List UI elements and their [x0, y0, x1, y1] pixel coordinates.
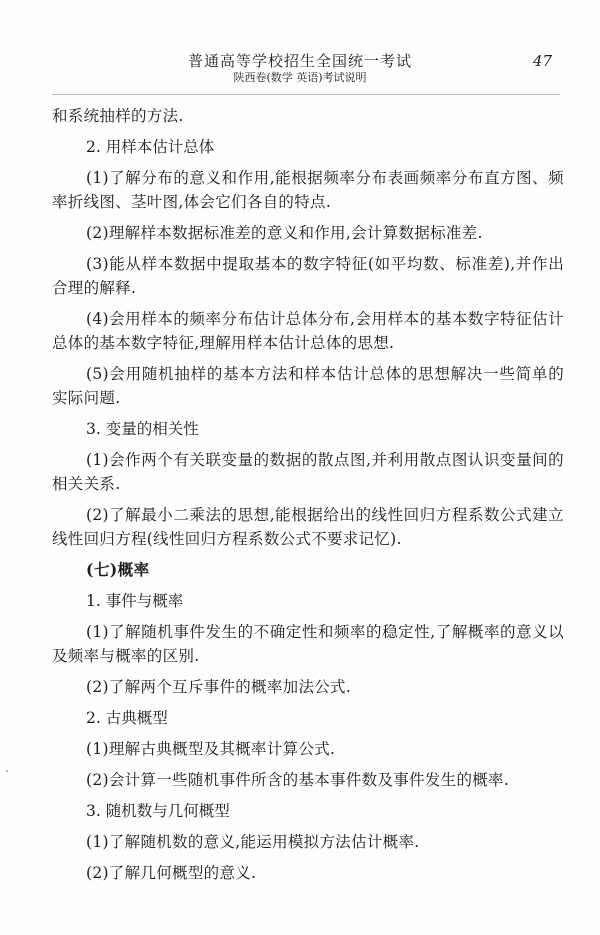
paragraph: (2)了解最小二乘法的思想,能根据给出的线性回归方程系数公式建立线性回归方程(线性回归方程系数公式不要求记忆).	[52, 506, 564, 548]
subsection-heading: 3. 变量的相关性	[86, 420, 199, 438]
running-header	[0, 52, 600, 85]
paragraph: (4)会用样本的频率分布估计总体分布,会用样本的基本数字特征估计总体的基本数字特征,理解用样本估计总体的思想.	[52, 310, 564, 352]
paragraph: (2)了解几何概型的意义.	[86, 864, 257, 882]
header-divider	[52, 94, 560, 95]
paragraph: (1)了解分布的意义和作用,能根据频率分布表画频率分布直方图、频率折线图、茎叶图,体会它们各自的特点.	[52, 169, 564, 211]
paragraph: (2)了解两个互斥事件的概率加法公式.	[86, 678, 352, 696]
section-heading: (七)概率	[86, 560, 150, 579]
paragraph: (3)能从样本数据中提取基本的数字特征(如平均数、标准差),并作出合理的解释.	[52, 255, 564, 297]
paragraph: (2)理解样本数据标准差的意义和作用,会计算数据标准差.	[86, 224, 483, 242]
paragraph-continuation: 和系统抽样的方法.	[52, 107, 184, 125]
paragraph: (1)了解随机数的意义,能运用模拟方法估计概率.	[86, 833, 420, 851]
paragraph: (1)了解随机事件发生的不确定性和频率的稳定性,了解概率的意义以及频率与概率的区别.	[52, 623, 564, 665]
body-text	[52, 104, 564, 892]
scan-speck	[6, 770, 8, 772]
paragraph: (1)理解古典概型及其概率计算公式.	[86, 740, 336, 758]
subsection-heading: 2. 用样本估计总体	[86, 138, 215, 156]
header-title: 普通高等学校招生全国统一考试	[187, 52, 412, 70]
paragraph: (2)会计算一些随机事件所含的基本事件数及事件发生的概率.	[86, 771, 510, 789]
subsection-heading: 3. 随机数与几何概型	[86, 802, 230, 820]
page-number: 47	[532, 52, 552, 70]
paragraph: (1)会作两个有关联变量的数据的散点图,并利用散点图认识变量间的相关关系.	[52, 451, 564, 493]
paragraph: (5)会用随机抽样的基本方法和样本估计总体的思想解决一些简单的实际问题.	[52, 365, 564, 407]
subsection-heading: 2. 古典概型	[86, 709, 168, 727]
header-subtitle: 陕西卷(数学 英语)考试说明	[233, 71, 367, 84]
subsection-heading: 1. 事件与概率	[86, 592, 184, 610]
